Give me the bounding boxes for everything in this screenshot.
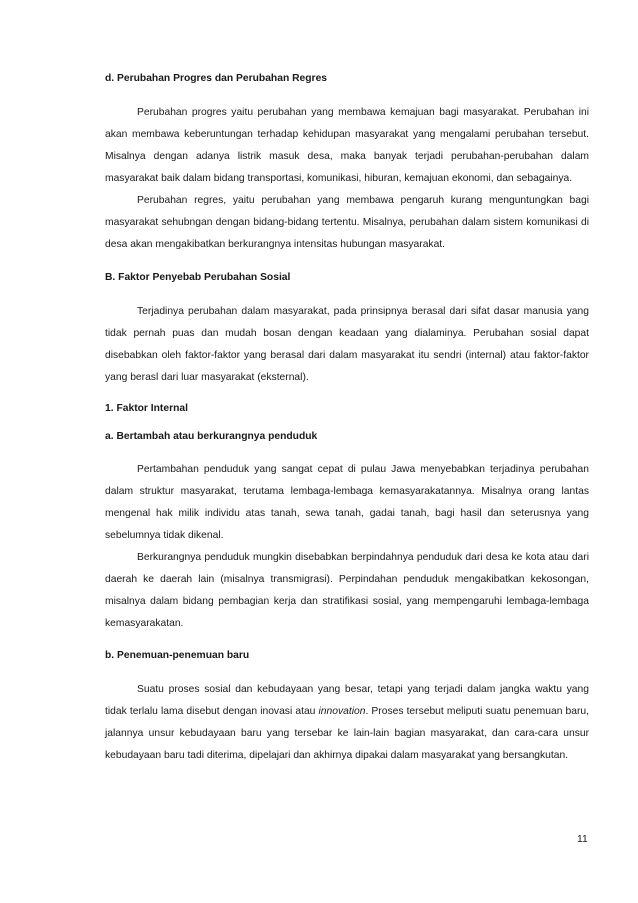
paragraph-inovasi-part-2: . Proses tersebut meliputi suatu penemuan baru, jalannya unsur kebudayaan baru yang tersebar ke lain-lain bagian masyarakat, dan cara-cara unsur kebudayaan baru tadi diterima, dipelajari dan akhirnya dipakai dalam masyarakat yang bersangkutan.: [105, 706, 589, 761]
paragraph-regres: Perubahan regres, yaitu perubahan yang membawa pengaruh kurang menguntungkan bagi masyarakat sehubngan dengan bidang-bidang tertentu. Misalnya, perubahan dalam sistem komunikasi di desa akan mengakibatkan berkurangnya intensitas hubungan masyarakat.: [105, 195, 589, 250]
heading-penemuan-baru: b. Penemuan-penemuan baru: [105, 650, 250, 661]
paragraph-berkurangnya-penduduk: Berkurangnya penduduk mungkin disebabkan berpindahnya penduduk dari desa ke kota atau dari daerah ke daerah lain (misalnya transmigrasi). Perpindahan penduduk mengakibatkan kekosongan, misalnya dalam bidang pembagian kerja dan stratifikasi sosial, yang mempengaruhi lembaga-lembaga kemasyarakatan.: [105, 552, 589, 629]
heading-penduduk: a. Bertambah atau berkurangnya penduduk: [105, 431, 318, 442]
paragraph-pertambahan-penduduk: Pertambahan penduduk yang sangat cepat di pulau Jawa menyebabkan terjadinya perubahan dalam struktur masyarakat, terutama lembaga-lembaga kemasyarakatannya. Misalnya orang lantas mengenal hak milik individu atas tanah, sewa tanah, gadai tanah, bagi hasil dan seterusnya yang sebelumnya tidak dikenal.: [105, 464, 589, 541]
paragraph-faktor-penyebab: Terjadinya perubahan dalam masyarakat, pada prinsipnya berasal dari sifat dasar manusia yang tidak pernah puas dan mudah bosan dengan keadaan yang dialaminya. Perubahan sosial dapat disebabkan oleh faktor-faktor yang berasal dari dalam masyarakat itu sendri (internal) atau faktor-faktor yang berasl dari luar masyarakat (eksternal).: [105, 306, 589, 383]
paragraph-progres: Perubahan progres yaitu perubahan yang membawa kemajuan bagi masyarakat. Perubahan ini akan membawa keberuntungan terhadap kehidupan masyarakat yang mengalami perubahan tersebut. Misalnya dengan adanya listrik masuk desa, maka banyak terjadi perubahan-perubahan dalam masyarakat baik dalam bidang transportasi, komunikasi, hiburan, kemajuan ekonomi, dan sebagainya.: [105, 107, 589, 184]
paragraph-inovasi: [105, 679, 589, 767]
heading-faktor-penyebab: B. Faktor Penyebab Perubahan Sosial: [105, 272, 291, 283]
heading-progres-regres: d. Perubahan Progres dan Perubahan Regres: [105, 73, 328, 84]
paragraph-inovasi-part-1: Suatu proses sosial dan kebudayaan yang besar, tetapi yang terjadi dalam jangka waktu yang tidak terlalu lama disebut dengan inovasi atau: [105, 684, 589, 717]
paragraph-inovasi-italic: innovation: [318, 706, 366, 717]
page-content: [105, 72, 589, 767]
page-number: 11: [577, 834, 588, 845]
heading-faktor-internal: 1. Faktor Internal: [105, 403, 188, 414]
